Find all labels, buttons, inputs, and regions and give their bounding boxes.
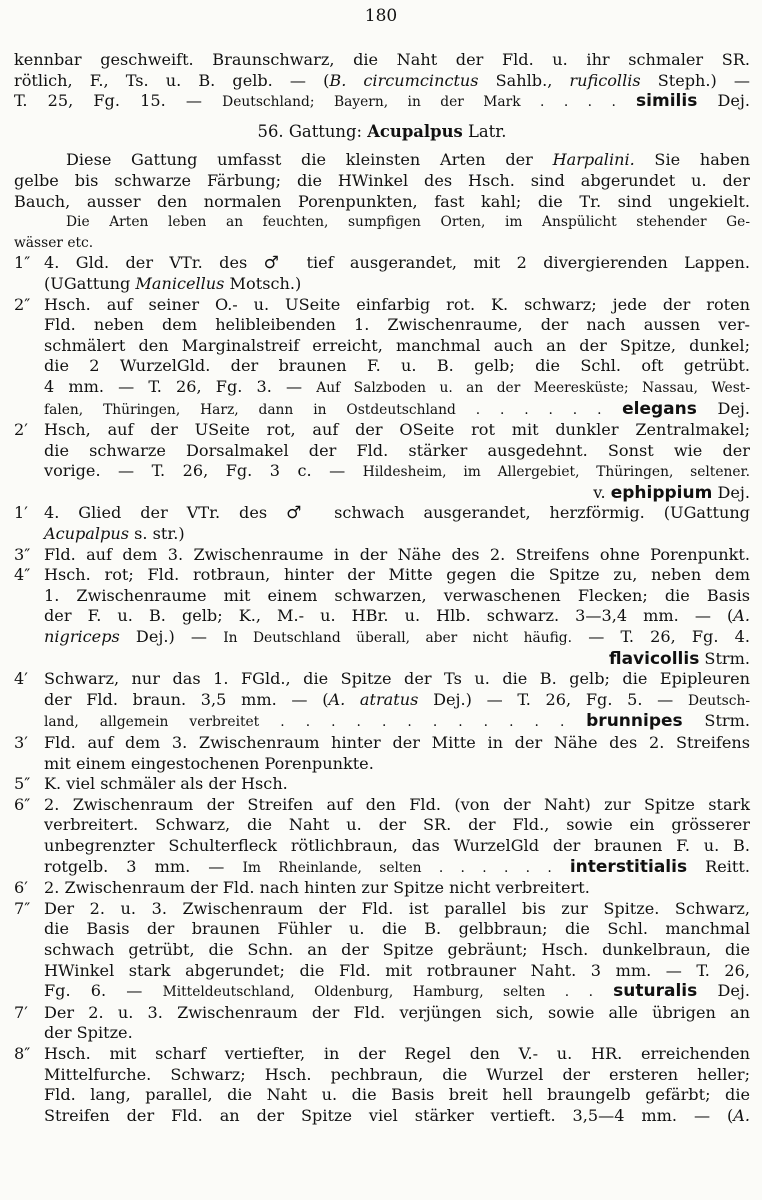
genus-description [14,150,750,171]
text-line: Diese Gattung umfasst die kleinsten Arten der Harpalini. Sie haben [66,150,750,170]
couplet-number: 8″ [14,1043,31,1063]
text-line: Hsch. rot; Fld. rotbraun, hinter der Mitte gegen die Spitze zu, neben dem [44,565,750,585]
text-line: falen, Thüringen, Harz, dann in Ostdeutschland . . . . . . elegans Dej. [44,398,750,419]
text-line: 2. Zwischenraum der Streifen auf den Fld. (von der Naht) zur Spitze stark [44,794,750,814]
species-name: ephippium [610,482,713,503]
couplet-number: 6″ [14,794,31,814]
key-couplet [14,878,750,899]
text-line: 2. Zwischenraum der Fld. nach hinten zur Spitze nicht verbreitert. [44,878,590,898]
text-line: rotgelb. 3 mm. — Im Rheinlande, selten . . . . . . interstitialis Reitt. [44,856,750,877]
text-line: T. 25, Fg. 15. — Deutschland; Bayern, in der Mark . . . . similis Dej. [14,91,751,112]
text-line: der Fld. braun. 3,5 mm. — (A. atratus Dej.) — T. 26, Fg. 5. — Deutsch- [44,689,750,709]
text-line: die schwarze Dorsalmakel der Fld. stärker ausgedehnt. Sonst wie der [44,440,750,460]
key-couplet [14,774,750,795]
text-line: Der 2. u. 3. Zwischenraum der Fld. verjüngen sich, sowie alle übrigen an [44,1002,750,1022]
text-line: 4 mm. — T. 26, Fg. 3. — Auf Salzboden u. an der Meeresküste; Nassau, West- [44,376,750,396]
text-line: Hsch. mit scharf vertiefter, in der Regel den V.- u. HR. erreichenden [44,1043,750,1063]
page-number: 180 [364,6,398,26]
text-line: der F. u. B. gelb; K., M.- u. HBr. u. Hlb. schwarz. 3—3,4 mm. — (A. [44,606,750,626]
key-couplet [14,1003,750,1044]
key-couplet [14,420,750,503]
couplet-number: 5″ [14,774,31,794]
key-couplet [14,295,750,421]
text-line: (UGattung Manicellus Motsch.) [44,273,302,293]
species-name: interstitialis [569,856,688,877]
text-line: flavicollis Strm. [608,648,750,669]
text-line: gelbe bis schwarze Färbung; die HWinkel des Hsch. sind abgerundet u. der [14,170,750,190]
couplet-number: 2″ [14,294,31,314]
couplet-number: 4′ [14,669,28,689]
text-line: die Basis der braunen Fühler u. die B. gelbbraun; die Schl. manchmal [44,919,750,939]
couplet-number: 7′ [14,1002,28,1022]
text-line: Mittelfurche. Schwarz; Hsch. pechbraun, die Wurzel der ersteren heller; [44,1064,750,1084]
text-line: mit einem eingestochenen Porenpunkte. [44,753,374,773]
couplet-number: 3′ [14,733,28,752]
species-name: similis [636,91,698,112]
text-line: 4. Glied der VTr. des ♂ schwach ausgerandet, herzförmig. (UGattung [44,503,750,524]
text-line: rötlich, F., Ts. u. B. gelb. — (B. circumcinctus Sahlb., ruficollis Steph.) — [14,70,751,90]
text-line: 4. Gld. der VTr. des ♂ tief ausgerandet, mit 2 divergierenden Lappen. [44,253,751,274]
couplet-number: 1′ [14,503,28,523]
key-couplet [14,899,750,1003]
key-couplet [14,1044,750,1126]
couplet-number: 2′ [14,420,28,440]
text-line: Hsch, auf der USeite rot, auf der OSeite rot mit dunkler Zentralmakel; [44,420,750,440]
continued-entry [14,50,750,113]
species-name: suturalis [613,981,698,1002]
text-line: verbreitert. Schwarz, die Naht u. der SR. der Fld., sowie ein grösserer [44,815,750,835]
text-line: der Spitze. [44,1023,133,1043]
genus-description-cont [14,171,750,253]
text-line: Fld. lang, parallel, die Naht u. die Basis breit hell braungelb gefärbt; die [44,1085,750,1105]
text-line: Hsch. auf seiner O.- u. USeite einfarbig rot. K. schwarz; jede der roten [44,294,750,314]
text-line: Acupalpus s. str.) [44,524,185,544]
male-symbol-icon: ♂ [286,503,316,524]
text-line: nigriceps Dej.) — In Deutschland überall, aber nicht häufig. — T. 26, Fg. 4. [44,627,750,647]
couplet-number: 1″ [14,253,31,273]
key-couplet [14,253,750,294]
text-line: Der 2. u. 3. Zwischenraum der Fld. ist parallel bis zur Spitze. Schwarz, [44,898,750,918]
couplet-number: 4″ [14,565,31,585]
page-body [14,50,750,1126]
text-line: K. viel schmäler als der Hsch. [44,774,288,794]
key-couplet [14,545,750,566]
couplet-number: 3″ [14,544,31,564]
text-line: unbegrenzter Schulterfleck rötlichbraun, das WurzelGld der braunen F. u. B. [44,835,750,855]
species-name: elegans [622,398,697,419]
text-line: Fld. auf dem 3. Zwischenraume in der Nähe des 2. Streifens ohne Porenpunkt. [44,544,750,564]
text-line: schwach getrübt, die Schn. an der Spitze gebräunt; Hsch. dunkelbraun, die [44,939,750,959]
key-couplet [14,565,750,669]
couplet-number: 7″ [14,898,31,918]
text-line: kennbar geschweift. Braunschwarz, die Naht der Fld. u. ihr schmaler SR. [14,50,750,69]
text-line: Schwarz, nur das 1. FGld., die Spitze der Ts u. die B. gelb; die Epipleuren [44,669,750,689]
text-line: Fld. neben dem helibleibenden 1. Zwischenraume, der nach aussen ver- [44,315,750,335]
text-line: 1. Zwischenraume mit einem schwarzen, verwaschenen Flecken; die Basis [44,585,750,605]
text-line: Bauch, ausser den normalen Porenpunkten, fast kahl; die Tr. sind ungekielt. [14,191,750,211]
text-line: wässer etc. [14,234,94,251]
text-line: v. ephippium Dej. [593,482,750,503]
text-line: land, allgemein verbreitet . . . . . . . . . . . . brunnipes Strm. [44,711,750,732]
text-line: die 2 WurzelGld. der braunen F. u. B. gelb; die Schl. oft getrübt. [44,356,750,376]
key-couplet [14,503,750,544]
key-couplet [14,795,750,878]
key-couplet [14,733,750,774]
couplet-number: 6′ [14,878,28,898]
species-name: brunnipes [586,711,683,732]
text-line: Fld. auf dem 3. Zwischenraum hinter der Mitte in der Nähe des 2. Streifens [44,733,750,752]
text-line: Die Arten leben an feuchten, sumpfigen Orten, im Anspülicht stehender Ge- [66,214,750,231]
text-line: Streifen der Fld. an der Spitze viel stärker vertieft. 3,5—4 mm. — (A. [44,1105,750,1125]
text-line: vorige. — T. 26, Fg. 3 c. — Hildesheim, im Allergebiet, Thüringen, seltener. [44,461,751,481]
key-couplet [14,669,750,733]
text-line: Fg. 6. — Mitteldeutschland, Oldenburg, Hamburg, selten . . suturalis Dej. [44,981,750,1002]
species-name: flavicollis [608,648,700,669]
text-line: HWinkel stark abgerundet; die Fld. mit rotbrauner Naht. 3 mm. — T. 26, [44,960,750,980]
male-symbol-icon: ♂ [263,253,291,274]
text-line: schmälert den Marginalstreif erreicht, manchmal auch an der Spitze, dunkel; [44,335,750,355]
genus-heading: 56. Gattung: Acupalpus Latr. [257,121,507,141]
